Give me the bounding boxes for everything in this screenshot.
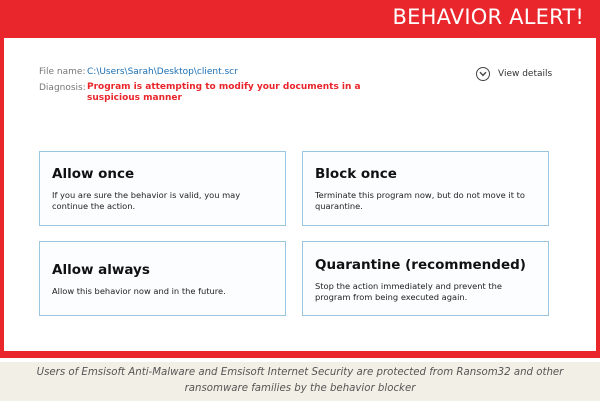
diagnosis-row [39, 82, 459, 104]
view-details-label: View details [498, 69, 553, 79]
window-border-bottom [0, 351, 600, 358]
window-border-left [0, 38, 4, 356]
option-title: Allow always [52, 262, 150, 278]
option-title: Quarantine (recommended) [315, 257, 526, 273]
alert-info [39, 66, 459, 104]
alert-title: BEHAVIOR ALERT! [392, 5, 584, 29]
caption-line-1: Users of Emsisoft Anti-Malware and Emsisoft Internet Security are protected from Ransom32 and other [36, 367, 564, 378]
quarantine-button[interactable] [302, 241, 549, 316]
view-details-button[interactable] [476, 67, 552, 81]
allow-always-button[interactable] [39, 241, 286, 316]
window-border-right [596, 38, 600, 356]
caption-line-2: ransomware families by the behavior blocker [184, 383, 416, 394]
diagnosis-value: Program is attempting to modify your documents in a suspicious manner [87, 82, 361, 103]
chevron-down-circle-icon [476, 67, 490, 81]
option-title: Allow once [52, 166, 135, 182]
diagnosis-label: Diagnosis: [39, 83, 86, 93]
option-description: Terminate this program now, but do not move it to quarantine. [315, 190, 525, 211]
option-description: Stop the action immediately and prevent the program from being executed again. [315, 281, 502, 302]
option-description: If you are sure the behavior is valid, you may continue the action. [52, 190, 241, 211]
block-once-button[interactable] [302, 151, 549, 226]
option-description: Allow this behavior now and in the future. [52, 286, 226, 296]
file-name-label: File name: [39, 67, 86, 77]
allow-once-button[interactable] [39, 151, 286, 226]
file-name-value: C:\Users\Sarah\Desktop\client.scr [87, 67, 238, 77]
file-name-row [39, 66, 459, 78]
option-title: Block once [315, 166, 397, 182]
alert-header [0, 0, 600, 38]
image-caption [0, 362, 600, 401]
